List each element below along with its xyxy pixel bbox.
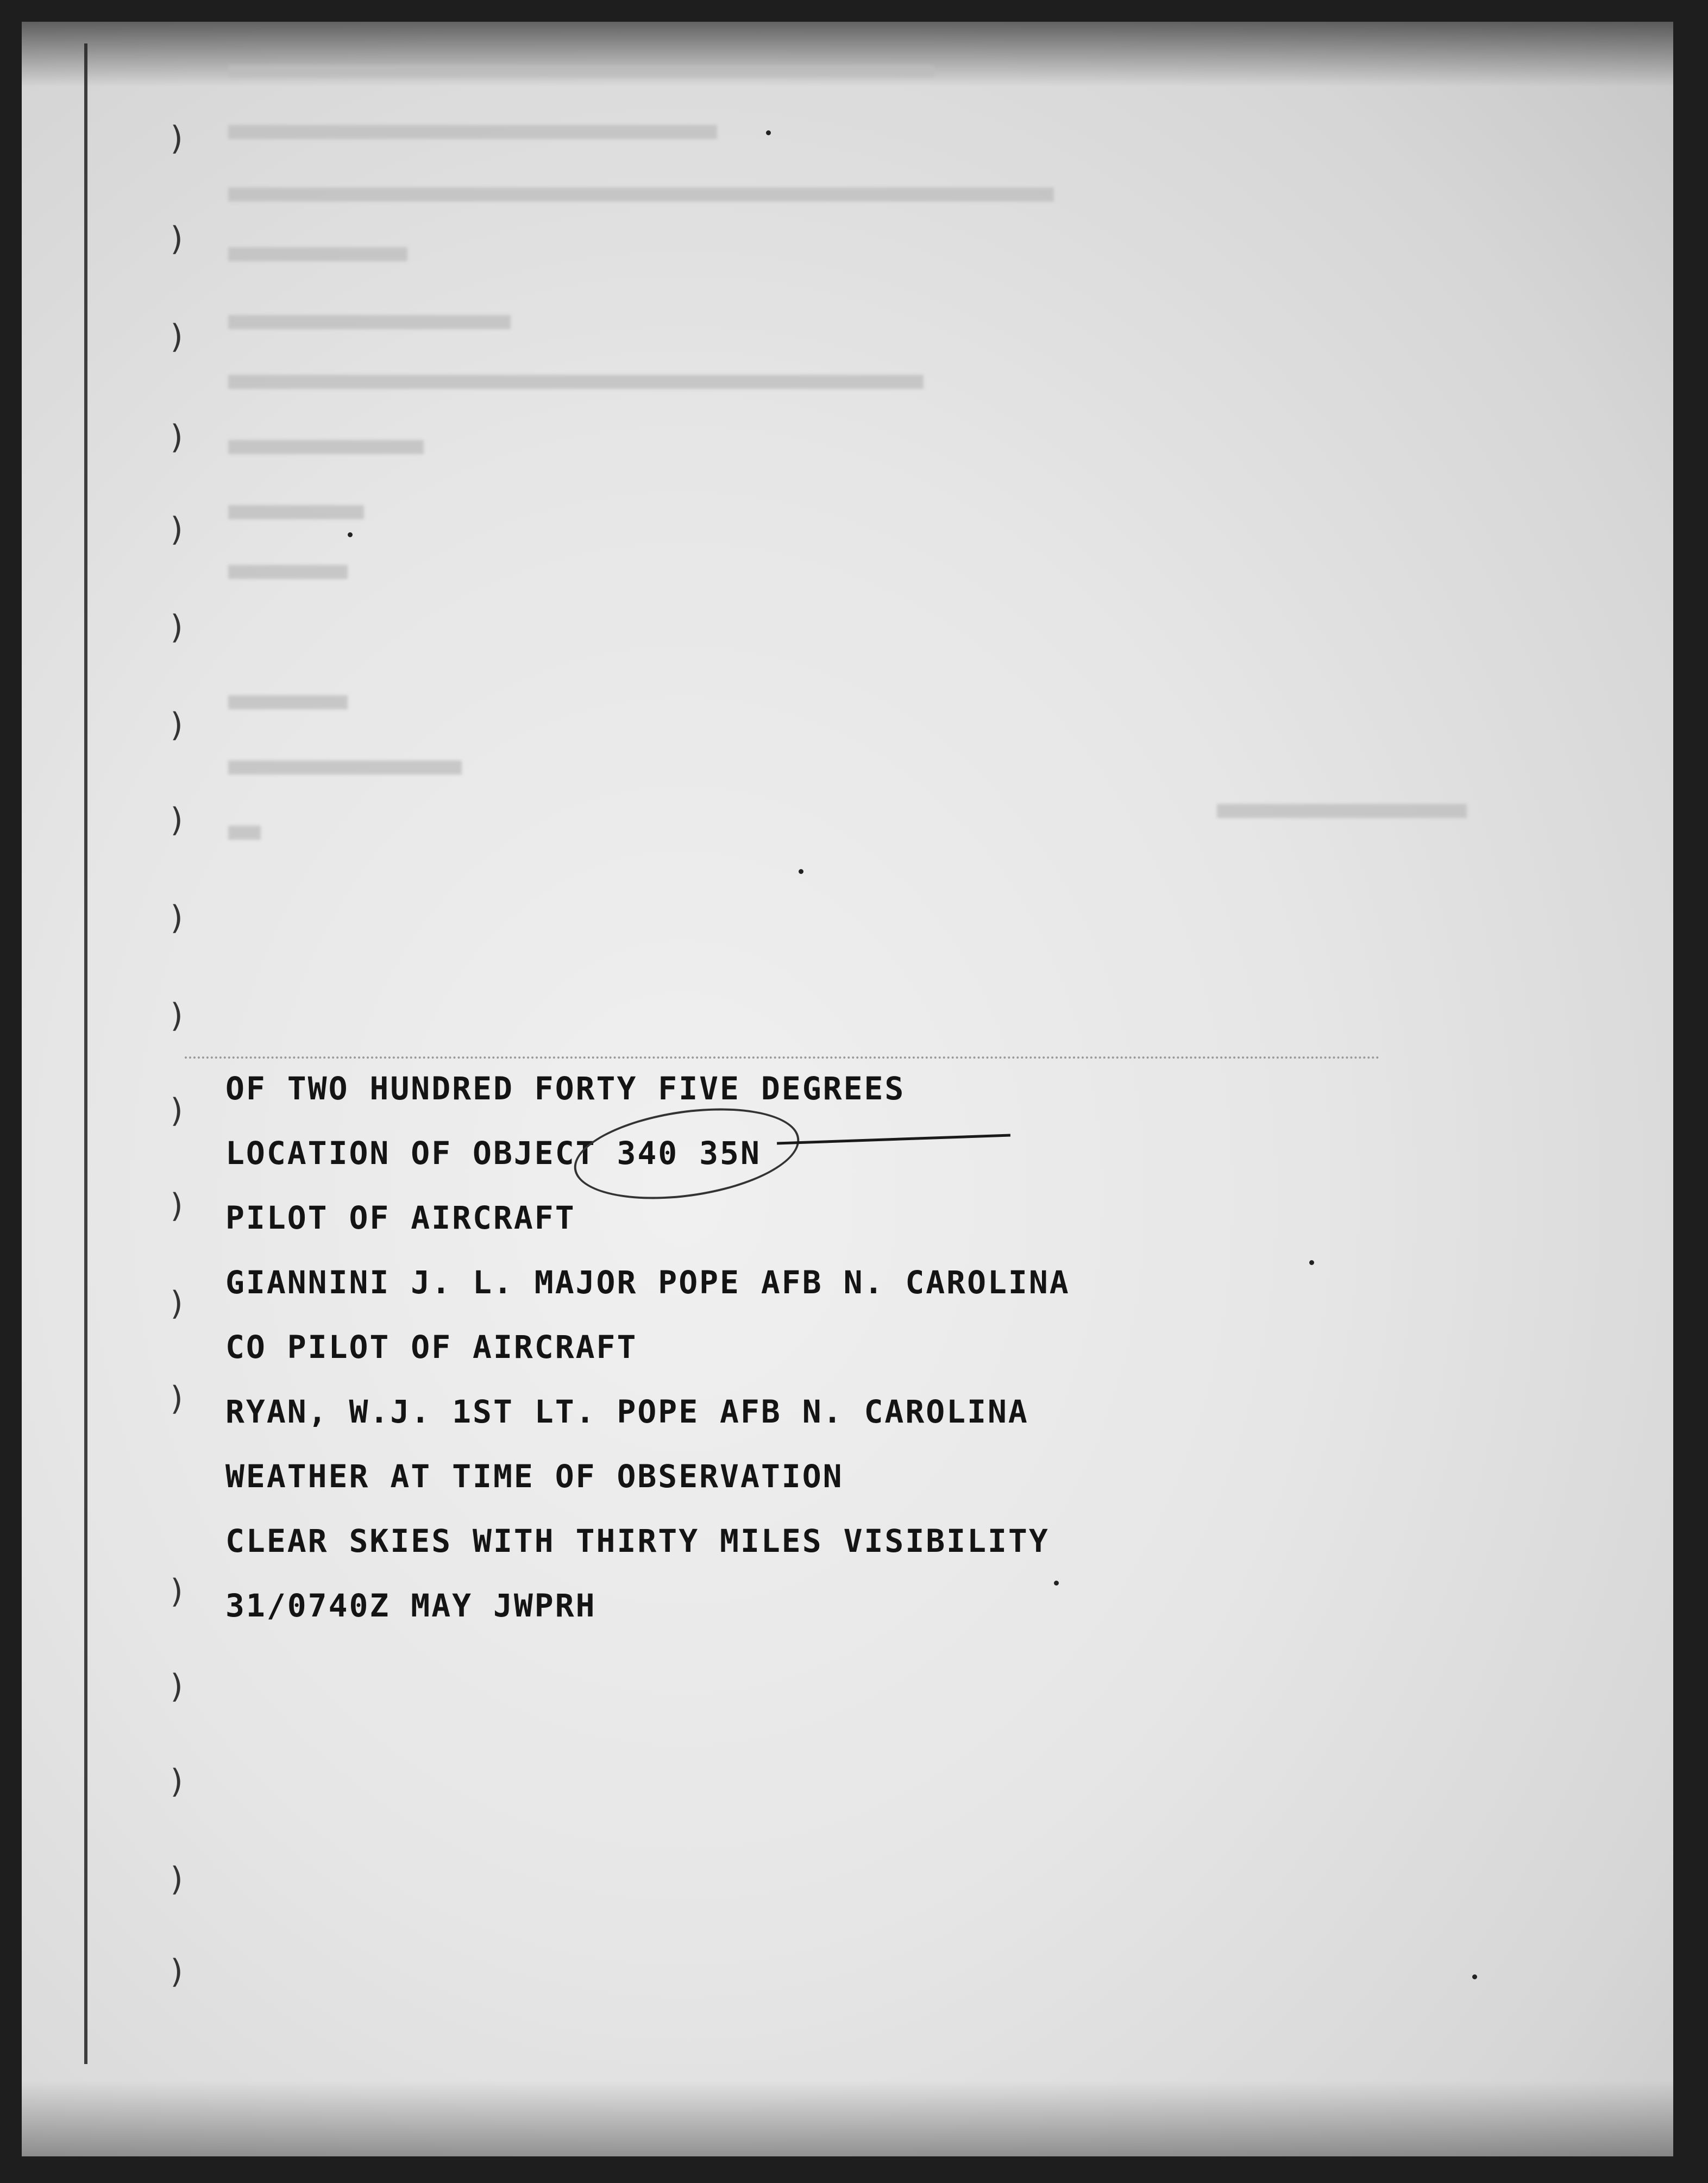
feed-hole-mark: )	[167, 608, 187, 646]
feed-hole-mark: )	[167, 318, 187, 356]
dust-speck	[799, 869, 803, 874]
feed-hole-mark: )	[167, 1380, 187, 1418]
report-line-location: LOCATION OF OBJECT 340 35N	[225, 1135, 761, 1172]
feed-hole-mark: )	[167, 511, 187, 549]
feed-hole-mark: )	[167, 706, 187, 744]
typed-report	[225, 1070, 1529, 1652]
dust-speck	[348, 532, 353, 537]
feed-hole-mark: )	[167, 1953, 187, 1991]
report-line-copilot: RYAN, W.J. 1ST LT. POPE AFB N. CAROLINA	[225, 1393, 1029, 1430]
paper-sheet	[22, 22, 1673, 2156]
feed-hole-mark: )	[167, 418, 187, 456]
feed-hole-mark: )	[167, 220, 187, 258]
report-line-weather: CLEAR SKIES WITH THIRTY MILES VISIBILITY	[225, 1523, 1050, 1559]
feed-hole-mark: )	[167, 997, 187, 1035]
feed-hole-mark: )	[167, 1668, 187, 1706]
report-line-copilot-label: CO PILOT OF AIRCRAFT	[225, 1329, 638, 1366]
report-line-pilot: GIANNINI J. L. MAJOR POPE AFB N. CAROLINA	[225, 1264, 1070, 1301]
dust-speck	[1472, 1974, 1477, 1979]
feed-hole-mark: )	[167, 1572, 187, 1610]
report-line-pilot-label: PILOT OF AIRCRAFT	[225, 1199, 576, 1236]
feed-hole-mark: )	[167, 1763, 187, 1801]
dust-speck	[1309, 1260, 1314, 1265]
faded-typing-smudges	[22, 22, 1673, 945]
feed-hole-mark: )	[167, 1860, 187, 1898]
report-line-dtg: 31/0740Z MAY JWPRH	[225, 1587, 596, 1624]
bottom-edge-shadow	[22, 2080, 1673, 2156]
fold-line	[185, 1056, 1380, 1059]
feed-hole-mark: )	[167, 801, 187, 839]
feed-hole-mark: )	[167, 119, 187, 158]
dust-speck	[1054, 1581, 1059, 1586]
report-line-weather-label: WEATHER AT TIME OF OBSERVATION	[225, 1458, 844, 1495]
feed-hole-mark: )	[167, 1092, 187, 1130]
feed-hole-mark: )	[167, 899, 187, 937]
feed-hole-mark: )	[167, 1187, 187, 1225]
report-line-heading: OF TWO HUNDRED FORTY FIVE DEGREES	[225, 1070, 906, 1107]
feed-hole-mark: )	[167, 1285, 187, 1323]
dust-speck	[766, 130, 771, 135]
